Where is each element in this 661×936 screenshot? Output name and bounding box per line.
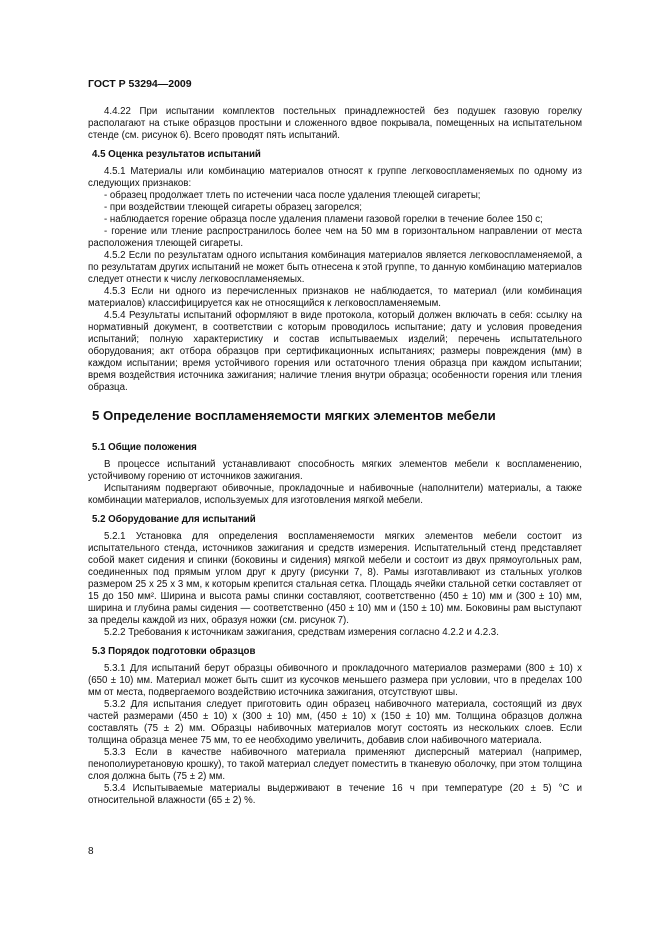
paragraph-5-3-1: 5.3.1 Для испытаний берут образцы обивочного и прокладочного материалов размерами (800 ± 10) x (650 ± 10) мм. Материал может быть сшит из кусочков меньшего размера при условии, что в пределах 100 мм от места, подвергаемого воздействию источника зажигания, отсутствуют швы. — [88, 663, 582, 698]
paragraph-5-1-b: Испытаниям подвергают обивочные, прокладочные и набивочные (наполнители) материалы, а также комбинации материалов, используемых для изготовления мягкой мебели. — [88, 483, 582, 506]
paragraph-4-5-3: 4.5.3 Если ни одного из перечисленных признаков не наблюдается, то материал (или комбинация материалов) классифицируется как не относящийся к легковоспламеняемым. — [88, 286, 582, 309]
paragraph-5-3-2: 5.3.2 Для испытания следует приготовить один образец набивочного материала, состоящий из двух частей размерами (450 ± 10) x (300 ± 10) мм, (450 ± 10) x (150 ± 10) мм. Толщина образцов должна составлять (75 ± 2) мм. Образцы набивочных материалов могут состоять из нескольких слоев. Если толщина образца менее 75 мм, то ее необходимо увеличить, добавив слои набивочного материала. — [88, 699, 582, 746]
heading-5-1: 5.1 Общие положения — [92, 442, 197, 453]
list-item: - наблюдается горение образца после удаления пламени газовой горелки в течение более 150 с; — [104, 214, 543, 225]
list-item: - образец продолжает тлеть по истечении часа после удаления тлеющей сигареты; — [104, 190, 481, 201]
paragraph-5-3-4: 5.3.4 Испытываемые материалы выдерживают в течение 16 ч при температуре (20 ± 5) °С и относительной влажности (65 ± 2) %. — [88, 783, 582, 806]
paragraph-5-3-3: 5.3.3 Если в качестве набивочного материала применяют дисперсный материал (например, пенополиуретановую крошку), то такой материал следует поместить в тканевую оболочку, при этом толщина слоя должна быть (75 ± 2) мм. — [88, 747, 582, 782]
paragraph-5-2-1: 5.2.1 Установка для определения воспламеняемости мягких элементов мебели состоит из испытательного стенда, источников зажигания и средств измерения. Испытательный стенд представляет собой макет сидения и спинки (боковины и сидения) мягкой мебели и состоит из двух прямоугольных рам, соединенных под прямым углом друг к другу (рисунки 7, 8). Рамы изготавливают из стальных уголков размером 25 x 25 x 3 мм, к которым крепится стальная сетка. Площадь ячейки стальной сетки составляет от 15 до 150 мм². Ширина и высота рамы спинки составляют, соответственно (450 ± 10) мм и (300 ± 10) мм, ширина и глубина рамы сидения — соответственно (450 ± 10) мм и (150 ± 10) мм. Боковины рам выступают за пределы каждой из них, образуя ножки (см. рисунок 7). — [88, 531, 582, 626]
heading-5-3: 5.3 Порядок подготовки образцов — [92, 646, 256, 657]
list-item: - при воздействии тлеющей сигареты образец загорелся; — [104, 202, 362, 213]
paragraph-4-4-22: 4.4.22 При испытании комплектов постельных принадлежностей без подушек газовую горелку располагают на стыке образцов простыни и сложенного вдвое покрывала, помещенных на испытательном стенде (см. рисунок 6). Всего проводят пять испытаний. — [88, 106, 582, 141]
page-body — [88, 106, 582, 807]
list-item: - горение или тление распространилось более чем на 50 мм в горизонтальном направлении от места расположения тлеющей сигареты. — [88, 226, 582, 249]
paragraph-4-5-4: 4.5.4 Результаты испытаний оформляют в виде протокола, который должен включать в себя: ссылку на нормативный документ, в соответствии с которым проводилось испытание; дату и условия проведения испытаний; полную характеристику и состав испытываемых изделий; перечень испытательного оборудования; акт отбора образцов при сертификационных испытаниях; размеры повреждения (мм) в каждом испытании; время устойчивого горения или остаточного тления образца при каждом испытании; время воздействия источника зажигания; наличие тления внутри образца; особенности горения или тления образца. — [88, 310, 582, 393]
page-number: 8 — [88, 846, 94, 857]
heading-5-2: 5.2 Оборудование для испытаний — [92, 514, 256, 525]
paragraph-5-2-2: 5.2.2 Требования к источникам зажигания, средствам измерения согласно 4.2.2 и 4.2.3. — [104, 627, 499, 638]
heading-4-5: 4.5 Оценка результатов испытаний — [92, 149, 261, 160]
paragraph-4-5-1: 4.5.1 Материалы или комбинацию материалов относят к группе легковоспламеняемых по одному из следующих признаков: — [88, 166, 582, 189]
document-header: ГОСТ Р 53294—2009 — [88, 78, 192, 90]
section-5-title: 5 Определение воспламеняемости мягких элементов мебели — [92, 408, 496, 423]
paragraph-4-5-2: 4.5.2 Если по результатам одного испытания комбинация материалов является легковоспламеняемой, а по результатам других испытаний не может быть отнесена к этой группе, то данную комбинацию материалов следует отнести к числу легковоспламеняемых. — [88, 250, 582, 285]
paragraph-5-1-a: В процессе испытаний устанавливают способность мягких элементов мебели к воспламенению, устойчивому горению от источников зажигания. — [88, 459, 582, 482]
